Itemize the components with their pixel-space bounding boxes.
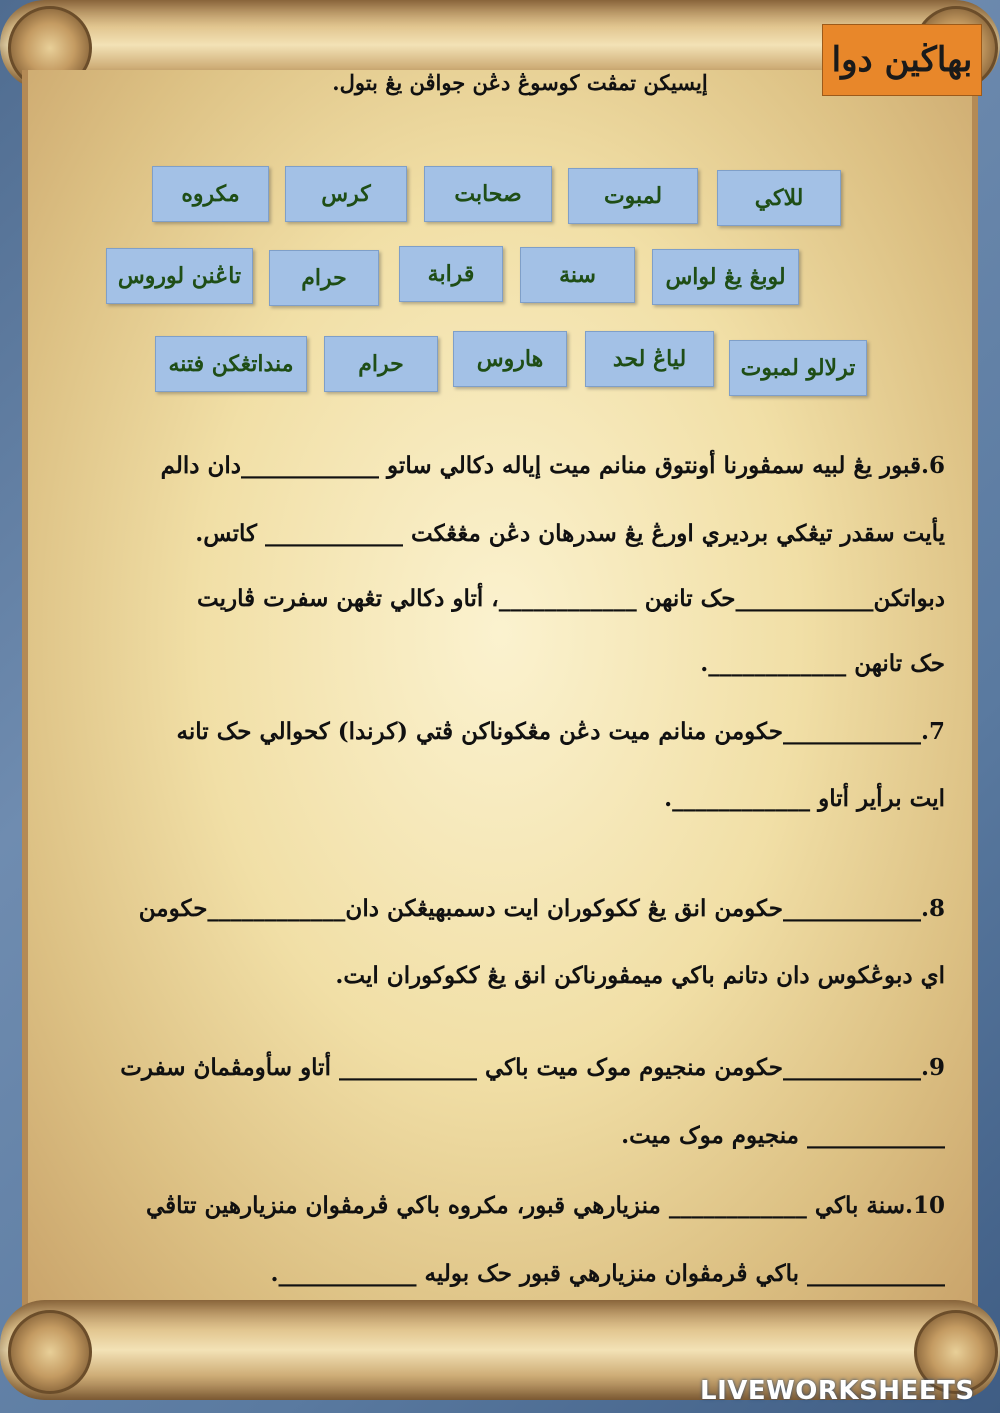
question-6-line-3: دبواتکن____________حک تانهن ____________، أتاو دکالي تڠهن سفرت ڤاريت bbox=[197, 585, 945, 612]
scroll-bottom-left-end bbox=[8, 1310, 92, 1394]
word-tile[interactable]: کرس bbox=[285, 166, 407, 222]
word-tile[interactable]: لمبوت bbox=[568, 168, 698, 224]
word-tile[interactable]: حرام bbox=[324, 336, 438, 392]
question-7-line-1: 7.____________حکومن منانم ميت دڠن مڠکوناکن ڤتي (کرندا) کحوالي حک تانه bbox=[176, 718, 945, 745]
watermark-logo: LIVEWORKSHEETS bbox=[700, 1376, 975, 1406]
page-title: بهاڬين دوا bbox=[822, 24, 982, 96]
question-6-line-4: حک تانهن ____________. bbox=[700, 650, 945, 677]
question-9-line-2: ____________ منجيوم موک ميت. bbox=[621, 1122, 945, 1149]
word-tile[interactable]: منداتڠکن فتنه bbox=[155, 336, 307, 392]
question-8-line-2: اي دبوڠکوس دان دتانم باکي ميمڤورناکن انق يڠ ککوکوران ايت. bbox=[335, 962, 945, 989]
question-8-line-1: 8.____________حکومن انق يڠ ککوکوران ايت دسمبهيڠکن دان____________حکومن bbox=[138, 895, 945, 922]
word-tile[interactable]: لياڠ لحد bbox=[585, 331, 714, 387]
question-9-line-1: 9.____________حکومن منجيوم موک ميت باکي ____________ أتاو سأومڤماڽ سفرت bbox=[120, 1054, 945, 1081]
question-6-line-2: يأيت سقدر تيڠکي برديري اورڠ يڠ سدرهان دڠن مڠڠکت ____________ کاتس. bbox=[195, 520, 945, 547]
word-tile[interactable]: هاروس bbox=[453, 331, 567, 387]
word-tile[interactable]: ترلالو لمبوت bbox=[729, 340, 867, 396]
word-tile[interactable]: تاڠنن لوروس bbox=[106, 248, 253, 304]
word-tile[interactable]: قرابة bbox=[399, 246, 503, 302]
word-tile[interactable]: لوبڠ يڠ لواس bbox=[652, 249, 799, 305]
instruction-text: إيسيکن تمڤت کوسوڠ دڠن جواڤن يڠ بتول. bbox=[332, 70, 708, 95]
word-tile[interactable]: صحابت bbox=[424, 166, 552, 222]
word-tile[interactable]: سنة bbox=[520, 247, 635, 303]
question-6-line-1: 6.قبور يڠ لبيه سمڤورنا أونتوق منانم ميت إياله دکالي ساتو ____________دان دالم bbox=[160, 452, 945, 479]
word-tile[interactable]: للاکي bbox=[717, 170, 841, 226]
word-tile[interactable]: حرام bbox=[269, 250, 379, 306]
word-tile[interactable]: مکروه bbox=[152, 166, 269, 222]
question-10-line-2: ____________ باکي ڤرمڤوان منزيارهي قبور حک بوليه ____________. bbox=[270, 1260, 945, 1287]
question-7-line-2: ايت برأير أتاو ____________. bbox=[664, 785, 945, 812]
question-10-line-1: 10.سنة باکي ____________ منزيارهي قبور، مکروه باکي ڤرمڤوان منزيارهين تتاڤي bbox=[145, 1192, 945, 1219]
